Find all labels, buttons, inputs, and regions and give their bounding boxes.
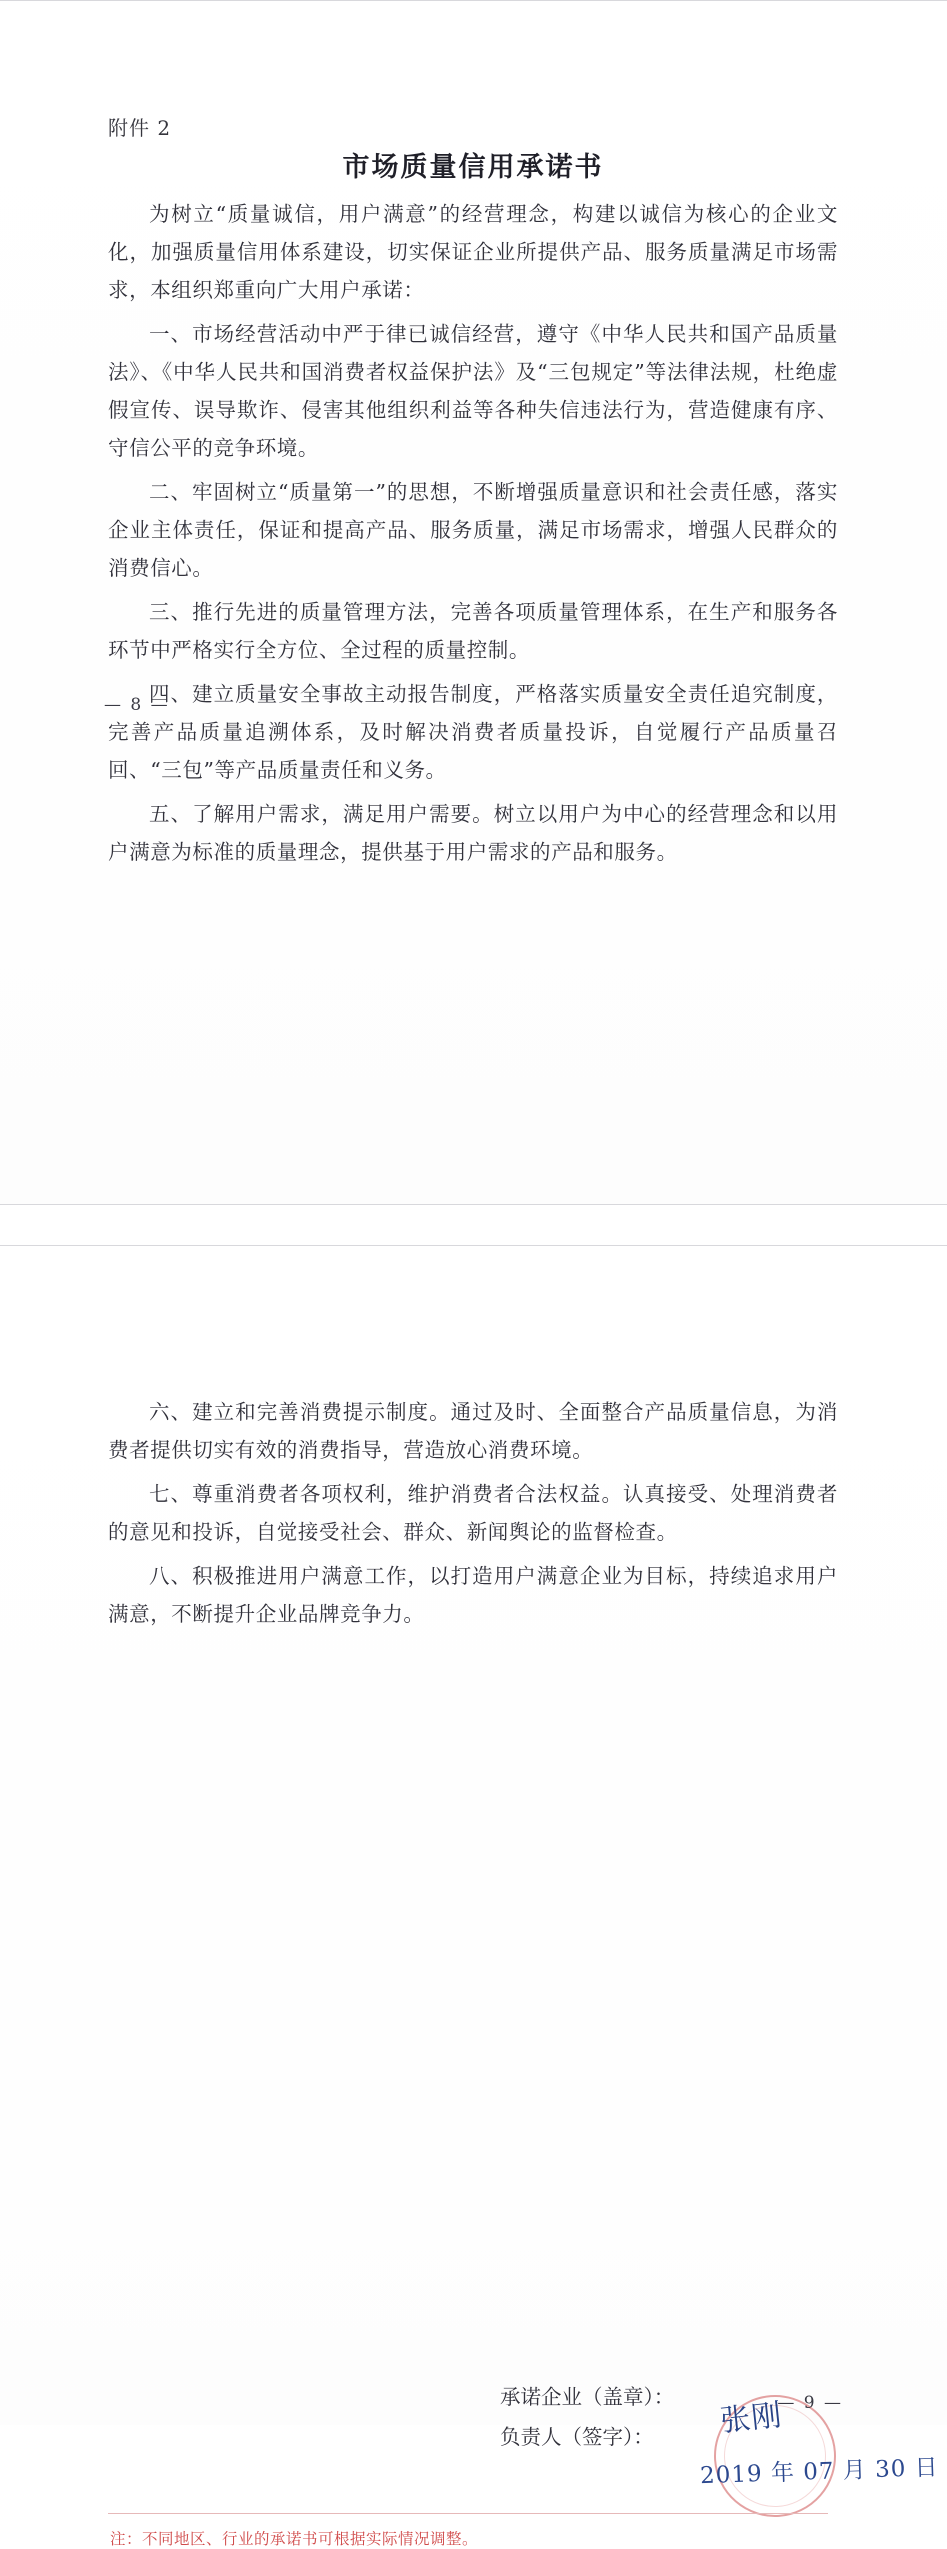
document-page-2 [0,1245,947,2548]
page-1-body [108,195,838,877]
handwritten-signature: 张刚 [718,2397,785,2440]
handwritten-date: 2019 年 07 月 30 日 [699,2454,940,2490]
paragraph-item-6: 六、建立和完善消费提示制度。通过及时、全面整合产品质量信息，为消费者提供切实有效的消费指导，营造放心消费环境。 [108,1400,838,1462]
paragraph-intro: 为树立“质量诚信，用户满意”的经营理念，构建以诚信为核心的企业文化，加强质量信用体系建设，切实保证企业所提供产品、服务质量满足市场需求，本组织郑重向广大用户承诺： [108,202,838,302]
paragraph-item-2: 二、牢固树立“质量第一”的思想，不断增强质量意识和社会责任感，落实企业主体责任，保证和提高产品、服务质量，满足市场需求，增强人民群众的消费信心。 [108,480,838,580]
page-bottom-divider [0,1204,947,1205]
paragraph-item-7: 七、尊重消费者各项权利，维护消费者合法权益。认真接受、处理消费者的意见和投诉，自觉接受社会、群众、新闻舆论的监督检查。 [108,1482,838,1544]
page-gap [0,1205,947,1245]
document-page-1 [0,0,947,1205]
page-title: 市场质量信用承诺书 [342,152,604,183]
signature-company-line: 承诺企业（盖章）： [500,2385,675,2409]
page-2-body [108,1393,838,1639]
page-2-top-divider [0,1245,947,1246]
paragraph-item-8: 八、积极推进用户满意工作，以打造用户满意企业为目标，持续追求用户满意，不断提升企业品牌竞争力。 [108,1564,838,1626]
footnote-divider [108,2513,828,2514]
paragraph-item-3: 三、推行先进的质量管理方法，完善各项质量管理体系，在生产和服务各环节中严格实行全方位、全过程的质量控制。 [108,600,838,662]
page-2-number: — 9 — [777,2393,843,2413]
signature-person-line: 负责人（签字）： [500,2425,654,2449]
page-top-divider [0,0,947,1]
paragraph-item-5: 五、了解用户需求，满足用户需要。树立以用户为中心的经营理念和以用户满意为标准的质量理念，提供基于用户需求的产品和服务。 [108,802,838,864]
paragraph-item-4: 四、建立质量安全事故主动报告制度，严格落实质量安全责任追究制度，完善产品质量追溯体系，及时解决消费者质量投诉，自觉履行产品质量召回、“三包”等产品质量责任和义务。 [108,682,838,782]
footnote-text: 注：不同地区、行业的承诺书可根据实际情况调整。 [110,2530,479,2548]
attachment-label: 附件 2 [108,116,172,140]
page-1-number: — 8 — [104,695,170,715]
paragraph-item-1: 一、市场经营活动中严于律已诚信经营，遵守《中华人民共和国产品质量法》、《中华人民共和国消费者权益保护法》及“三包规定”等法律法规，杜绝虚假宣传、误导欺诈、侵害其他组织利益等各种失信违法行为，营造健康有序、守信公平的竞争环境。 [108,322,838,460]
